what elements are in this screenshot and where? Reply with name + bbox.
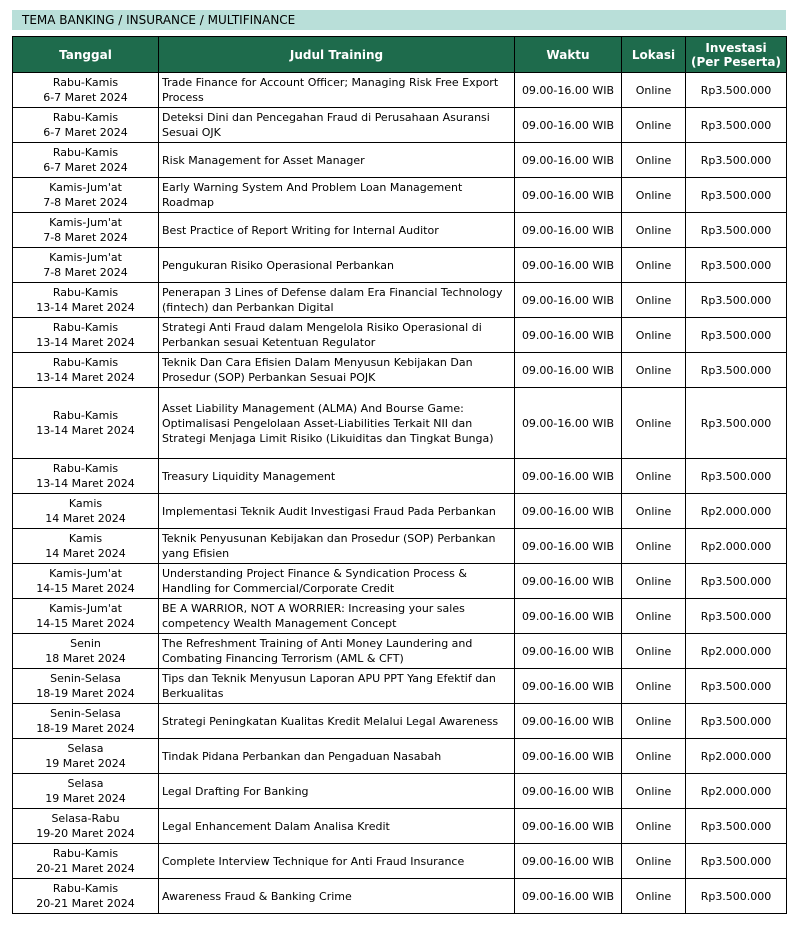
header-investasi-label: Investasi — [705, 40, 767, 55]
title-cell — [159, 143, 515, 178]
training-title: Treasury Liquidity Management — [162, 469, 336, 483]
date-range: 14 Maret 2024 — [45, 512, 126, 525]
table-row — [13, 879, 787, 914]
location-cell: Online — [622, 213, 686, 248]
training-title: BE A WARRIOR, NOT A WORRIER: Increasing your sales competency Wealth Management Concept — [162, 602, 465, 630]
date-range: 19 Maret 2024 — [45, 792, 126, 805]
date-day: Rabu-Kamis — [52, 462, 119, 475]
time-cell: 09.00-16.00 WIB — [515, 879, 622, 914]
table-row — [13, 809, 787, 844]
table-row — [13, 388, 787, 459]
time-cell: 09.00-16.00 WIB — [515, 108, 622, 143]
date-day: Kamis-Jum'at — [49, 251, 122, 264]
date-range: 18 Maret 2024 — [45, 652, 126, 665]
header-tanggal: Tanggal — [13, 37, 159, 73]
date-range: 6-7 Maret 2024 — [43, 161, 128, 174]
date-range: 19 Maret 2024 — [45, 757, 126, 770]
date-cell — [13, 73, 159, 108]
training-title: Teknik Penyusunan Kebijakan dan Prosedur (SOP) Perbankan yang Efisien — [162, 532, 496, 560]
location-cell: Online — [622, 459, 686, 494]
location-cell: Online — [622, 704, 686, 739]
location-cell: Online — [622, 388, 686, 459]
title-cell — [159, 669, 515, 704]
date-cell — [13, 283, 159, 318]
price-cell: Rp3.500.000 — [686, 213, 787, 248]
date-cell — [13, 318, 159, 353]
time-cell: 09.00-16.00 WIB — [515, 318, 622, 353]
date-day: Senin-Selasa — [50, 707, 121, 720]
date-day: Selasa — [67, 777, 104, 790]
date-range: 7-8 Maret 2024 — [43, 231, 128, 244]
location-cell: Online — [622, 599, 686, 634]
price-cell: Rp3.500.000 — [686, 248, 787, 283]
title-cell — [159, 353, 515, 388]
location-cell: Online — [622, 879, 686, 914]
date-cell — [13, 669, 159, 704]
training-title: Implementasi Teknik Audit Investigasi Fraud Pada Perbankan — [162, 504, 496, 518]
date-cell — [13, 809, 159, 844]
date-cell — [13, 704, 159, 739]
table-row — [13, 73, 787, 108]
date-cell — [13, 353, 159, 388]
price-cell: Rp3.500.000 — [686, 704, 787, 739]
location-cell: Online — [622, 669, 686, 704]
training-title: Legal Drafting For Banking — [162, 784, 309, 798]
title-cell — [159, 283, 515, 318]
table-row — [13, 529, 787, 564]
title-cell — [159, 248, 515, 283]
title-cell — [159, 213, 515, 248]
price-cell: Rp3.500.000 — [686, 388, 787, 459]
time-cell: 09.00-16.00 WIB — [515, 599, 622, 634]
training-title: Tips dan Teknik Menyusun Laporan APU PPT Yang Efektif dan Berkualitas — [162, 672, 496, 700]
table-row — [13, 283, 787, 318]
title-cell — [159, 564, 515, 599]
date-cell — [13, 634, 159, 669]
training-title: Complete Interview Technique for Anti Fraud Insurance — [162, 854, 465, 868]
date-day: Rabu-Kamis — [52, 847, 119, 860]
price-cell: Rp3.500.000 — [686, 809, 787, 844]
date-day: Rabu-Kamis — [52, 76, 119, 89]
table-row — [13, 634, 787, 669]
date-range: 19-20 Maret 2024 — [36, 827, 135, 840]
location-cell: Online — [622, 739, 686, 774]
location-cell: Online — [622, 529, 686, 564]
date-range: 14-15 Maret 2024 — [36, 617, 135, 630]
table-header-row — [13, 37, 787, 73]
price-cell: Rp3.500.000 — [686, 73, 787, 108]
date-range: 14-15 Maret 2024 — [36, 582, 135, 595]
training-schedule-table — [12, 36, 787, 914]
date-cell — [13, 213, 159, 248]
date-day: Kamis-Jum'at — [49, 216, 122, 229]
time-cell: 09.00-16.00 WIB — [515, 283, 622, 318]
title-cell — [159, 108, 515, 143]
table-row — [13, 143, 787, 178]
date-range: 13-14 Maret 2024 — [36, 424, 135, 437]
time-cell: 09.00-16.00 WIB — [515, 704, 622, 739]
table-row — [13, 213, 787, 248]
title-cell — [159, 634, 515, 669]
location-cell: Online — [622, 844, 686, 879]
location-cell: Online — [622, 494, 686, 529]
date-range: 13-14 Maret 2024 — [36, 301, 135, 314]
date-cell — [13, 143, 159, 178]
time-cell: 09.00-16.00 WIB — [515, 353, 622, 388]
location-cell: Online — [622, 73, 686, 108]
training-title: Penerapan 3 Lines of Defense dalam Era Financial Technology (fintech) dan Perbankan Digital — [162, 286, 503, 314]
price-cell: Rp2.000.000 — [686, 529, 787, 564]
header-investasi — [686, 37, 787, 73]
training-title: Tindak Pidana Perbankan dan Pengaduan Nasabah — [162, 749, 442, 763]
date-cell — [13, 599, 159, 634]
time-cell: 09.00-16.00 WIB — [515, 248, 622, 283]
training-title: Asset Liability Management (ALMA) And Bourse Game: Optimalisasi Pengelolaan Asset-Liabilities Terkait NII dan Strategi Menjaga Limit Risiko (Likuiditas dan Tingkat Bunga) — [162, 401, 494, 445]
time-cell: 09.00-16.00 WIB — [515, 844, 622, 879]
location-cell: Online — [622, 248, 686, 283]
time-cell: 09.00-16.00 WIB — [515, 494, 622, 529]
date-cell — [13, 388, 159, 459]
date-day: Kamis-Jum'at — [49, 567, 122, 580]
title-cell — [159, 388, 515, 459]
price-cell: Rp3.500.000 — [686, 318, 787, 353]
date-day: Senin — [70, 637, 101, 650]
date-range: 13-14 Maret 2024 — [36, 477, 135, 490]
price-cell: Rp2.000.000 — [686, 494, 787, 529]
price-cell: Rp3.500.000 — [686, 353, 787, 388]
price-cell: Rp2.000.000 — [686, 774, 787, 809]
time-cell: 09.00-16.00 WIB — [515, 809, 622, 844]
date-cell — [13, 494, 159, 529]
date-day: Kamis-Jum'at — [49, 602, 122, 615]
price-cell: Rp2.000.000 — [686, 739, 787, 774]
date-range: 7-8 Maret 2024 — [43, 196, 128, 209]
header-investasi-sub: (Per Peserta) — [691, 54, 781, 69]
time-cell: 09.00-16.00 WIB — [515, 669, 622, 704]
table-row — [13, 564, 787, 599]
title-cell — [159, 879, 515, 914]
date-range: 14 Maret 2024 — [45, 547, 126, 560]
training-title: Legal Enhancement Dalam Analisa Kredit — [162, 819, 390, 833]
date-range: 6-7 Maret 2024 — [43, 91, 128, 104]
training-title: Early Warning System And Problem Loan Management Roadmap — [162, 181, 463, 209]
training-title: Trade Finance for Account Officer; Managing Risk Free Export Process — [162, 76, 499, 104]
table-row — [13, 318, 787, 353]
date-range: 18-19 Maret 2024 — [36, 687, 135, 700]
location-cell: Online — [622, 634, 686, 669]
date-day: Kamis — [68, 532, 103, 545]
training-title: Strategi Anti Fraud dalam Mengelola Risiko Operasional di Perbankan sesuai Ketentuan Regulator — [162, 321, 482, 349]
price-cell: Rp3.500.000 — [686, 844, 787, 879]
location-cell: Online — [622, 108, 686, 143]
time-cell: 09.00-16.00 WIB — [515, 739, 622, 774]
date-range: 18-19 Maret 2024 — [36, 722, 135, 735]
location-cell: Online — [622, 318, 686, 353]
table-row — [13, 844, 787, 879]
location-cell: Online — [622, 809, 686, 844]
training-title: Understanding Project Finance & Syndication Process & Handling for Commercial/Corporate Credit — [162, 567, 467, 595]
date-day: Kamis-Jum'at — [49, 181, 122, 194]
table-row — [13, 774, 787, 809]
date-range: 20-21 Maret 2024 — [36, 897, 135, 910]
training-title: Risk Management for Asset Manager — [162, 153, 365, 167]
title-cell — [159, 73, 515, 108]
training-title: Awareness Fraud & Banking Crime — [162, 889, 352, 903]
date-range: 20-21 Maret 2024 — [36, 862, 135, 875]
date-cell — [13, 459, 159, 494]
time-cell: 09.00-16.00 WIB — [515, 459, 622, 494]
date-cell — [13, 844, 159, 879]
table-row — [13, 669, 787, 704]
date-cell — [13, 739, 159, 774]
training-title: Deteksi Dini dan Pencegahan Fraud di Perusahaan Asuransi Sesuai OJK — [162, 111, 490, 139]
training-title: Pengukuran Risiko Operasional Perbankan — [162, 258, 394, 272]
title-cell — [159, 774, 515, 809]
header-waktu: Waktu — [515, 37, 622, 73]
price-cell: Rp3.500.000 — [686, 459, 787, 494]
date-cell — [13, 178, 159, 213]
date-cell — [13, 879, 159, 914]
section-banner: TEMA BANKING / INSURANCE / MULTIFINANCE — [12, 10, 786, 30]
date-day: Selasa-Rabu — [51, 812, 120, 825]
location-cell: Online — [622, 774, 686, 809]
time-cell: 09.00-16.00 WIB — [515, 213, 622, 248]
date-range: 13-14 Maret 2024 — [36, 371, 135, 384]
time-cell: 09.00-16.00 WIB — [515, 564, 622, 599]
date-range: 6-7 Maret 2024 — [43, 126, 128, 139]
price-cell: Rp3.500.000 — [686, 879, 787, 914]
training-title: Strategi Peningkatan Kualitas Kredit Melalui Legal Awareness — [162, 714, 499, 728]
title-cell — [159, 459, 515, 494]
date-cell — [13, 564, 159, 599]
table-row — [13, 739, 787, 774]
title-cell — [159, 529, 515, 564]
date-range: 7-8 Maret 2024 — [43, 266, 128, 279]
date-cell — [13, 529, 159, 564]
title-cell — [159, 599, 515, 634]
price-cell: Rp3.500.000 — [686, 108, 787, 143]
training-title: Teknik Dan Cara Efisien Dalam Menyusun Kebijakan Dan Prosedur (SOP) Perbankan Sesuai POJK — [162, 356, 473, 384]
date-day: Senin-Selasa — [50, 672, 121, 685]
price-cell: Rp2.000.000 — [686, 634, 787, 669]
table-row — [13, 704, 787, 739]
location-cell: Online — [622, 143, 686, 178]
date-day: Selasa — [67, 742, 104, 755]
date-range: 13-14 Maret 2024 — [36, 336, 135, 349]
date-day: Rabu-Kamis — [52, 409, 119, 422]
time-cell: 09.00-16.00 WIB — [515, 73, 622, 108]
time-cell: 09.00-16.00 WIB — [515, 529, 622, 564]
title-cell — [159, 739, 515, 774]
time-cell: 09.00-16.00 WIB — [515, 143, 622, 178]
time-cell: 09.00-16.00 WIB — [515, 178, 622, 213]
time-cell: 09.00-16.00 WIB — [515, 388, 622, 459]
date-day: Rabu-Kamis — [52, 111, 119, 124]
price-cell: Rp3.500.000 — [686, 669, 787, 704]
price-cell: Rp3.500.000 — [686, 143, 787, 178]
date-day: Kamis — [68, 497, 103, 510]
price-cell: Rp3.500.000 — [686, 599, 787, 634]
date-cell — [13, 774, 159, 809]
table-row — [13, 353, 787, 388]
time-cell: 09.00-16.00 WIB — [515, 634, 622, 669]
location-cell: Online — [622, 564, 686, 599]
table-row — [13, 248, 787, 283]
header-judul-training: Judul Training — [159, 37, 515, 73]
date-day: Rabu-Kamis — [52, 356, 119, 369]
table-row — [13, 599, 787, 634]
price-cell: Rp3.500.000 — [686, 178, 787, 213]
table-row — [13, 108, 787, 143]
title-cell — [159, 809, 515, 844]
training-title: Best Practice of Report Writing for Internal Auditor — [162, 223, 439, 237]
date-day: Rabu-Kamis — [52, 146, 119, 159]
location-cell: Online — [622, 178, 686, 213]
training-title: The Refreshment Training of Anti Money Laundering and Combating Financing Terrorism (AML & CFT) — [162, 637, 473, 665]
location-cell: Online — [622, 283, 686, 318]
price-cell: Rp3.500.000 — [686, 564, 787, 599]
title-cell — [159, 178, 515, 213]
title-cell — [159, 494, 515, 529]
title-cell — [159, 704, 515, 739]
price-cell: Rp3.500.000 — [686, 283, 787, 318]
date-day: Rabu-Kamis — [52, 321, 119, 334]
title-cell — [159, 844, 515, 879]
time-cell: 09.00-16.00 WIB — [515, 774, 622, 809]
location-cell: Online — [622, 353, 686, 388]
date-day: Rabu-Kamis — [52, 882, 119, 895]
table-row — [13, 459, 787, 494]
table-row — [13, 178, 787, 213]
table-row — [13, 494, 787, 529]
header-lokasi: Lokasi — [622, 37, 686, 73]
title-cell — [159, 318, 515, 353]
date-cell — [13, 248, 159, 283]
date-day: Rabu-Kamis — [52, 286, 119, 299]
date-cell — [13, 108, 159, 143]
